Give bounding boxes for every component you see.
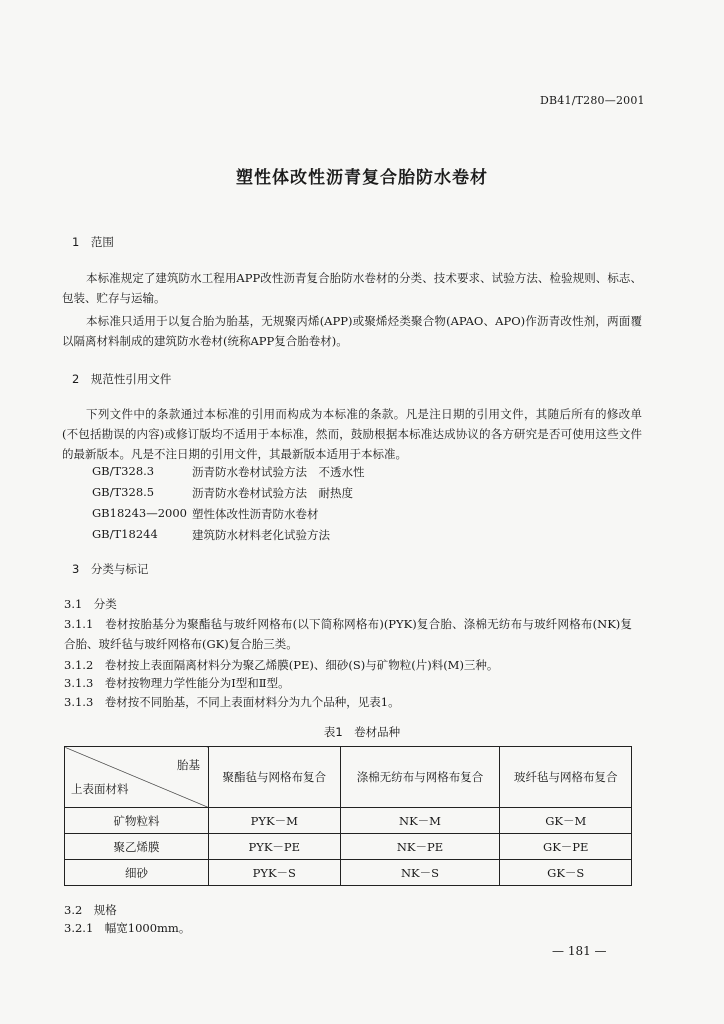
ref-code: GB/T18244 — [92, 527, 158, 541]
section-1-paragraph-2: 本标准只适用于以复合胎为胎基，无规聚丙烯(APP)或聚烯烃类聚合物(APAO、APO)作沥青改性剂，两面覆以隔离材料制成的建筑防水卷材(统称APP复合胎卷材)。 — [62, 314, 642, 348]
clause-3-1-3a: 3.1.3 卷材按物理力学性能分为Ⅰ型和Ⅱ型。 — [64, 676, 290, 690]
corner-label-base: 胎基 — [177, 758, 200, 772]
column-header: 涤棉无纺布与网格布复合 — [340, 747, 500, 808]
section-2-paragraph: 下列文件中的条款通过本标准的引用而构成为本标准的条款。凡是注日期的引用文件，其随后所有的修改单(不包括勘误的内容)或修订版均不适用于本标准，然而，鼓励根据本标准达成协议的各方研究是否可使用这些文件的最新版本。凡是不注日期的引用文件，其最新版本适用于本标准。 — [62, 407, 642, 461]
product-variety-table — [64, 746, 632, 886]
page-title: 塑性体改性沥青复合胎防水卷材 — [236, 168, 488, 188]
row-label: 细砂 — [65, 860, 209, 886]
section-3-heading: 3 分类与标记 — [72, 562, 149, 576]
ref-title: 沥青防水卷材试验方法 耐热度 — [192, 486, 353, 500]
clause-3-1-2: 3.1.2 卷材按上表面隔离材料分为聚乙烯膜(PE)、细砂(S)与矿物粒(片)料(M)三种。 — [64, 658, 499, 672]
table-cell: GK－S — [500, 860, 632, 886]
table-cell: PYK－S — [209, 860, 341, 886]
section-1-paragraph-1: 本标准规定了建筑防水工程用APP改性沥青复合胎防水卷材的分类、技术要求、试验方法、检验规则、标志、包装、贮存与运输。 — [62, 271, 642, 305]
section-1-heading: 1 范围 — [72, 235, 114, 249]
ref-title: 建筑防水材料老化试验方法 — [192, 528, 330, 542]
table-cell: GK－M — [500, 808, 632, 834]
clause-3-1-1: 3.1.1 卷材按胎基分为聚酯毡与玻纤网格布(以下简称网格布)(PYK)复合胎、涤棉无纺布与玻纤网格布(NK)复合胎、玻纤毡与玻纤网格布(GK)复合胎三类。 — [64, 617, 632, 651]
table-cell: PYK－M — [209, 808, 341, 834]
column-header: 玻纤毡与网格布复合 — [500, 747, 632, 808]
table-cell: NK－M — [340, 808, 500, 834]
clause-3-2: 3.2 规格 — [64, 903, 117, 917]
table-cell: NK－PE — [340, 834, 500, 860]
ref-code: GB/T328.3 — [92, 464, 155, 478]
table-caption: 表1 卷材品种 — [323, 725, 401, 739]
document-code: DB41/T280—2001 — [540, 94, 645, 107]
ref-code: GB18243—2000 — [92, 506, 187, 520]
clause-3-2-1: 3.2.1 幅宽1000mm。 — [64, 921, 191, 935]
table-header-row — [65, 747, 632, 808]
table-cell: NK－S — [340, 860, 500, 886]
table-row — [65, 860, 632, 886]
ref-title: 塑性体改性沥青防水卷材 — [192, 507, 319, 521]
clause-3-1-3b: 3.1.3 卷材按不同胎基，不同上表面材料分为九个品种，见表1。 — [64, 695, 400, 709]
page-number: — 181 — — [552, 944, 607, 958]
table-corner-cell — [65, 747, 209, 808]
table-cell: PYK－PE — [209, 834, 341, 860]
column-header: 聚酯毡与网格布复合 — [209, 747, 341, 808]
row-label: 矿物粒料 — [65, 808, 209, 834]
table-row — [65, 808, 632, 834]
clause-3-1: 3.1 分类 — [64, 597, 117, 611]
corner-label-surface: 上表面材料 — [71, 782, 129, 796]
ref-code: GB/T328.5 — [92, 485, 155, 499]
table-cell: GK－PE — [500, 834, 632, 860]
row-label: 聚乙烯膜 — [65, 834, 209, 860]
ref-title: 沥青防水卷材试验方法 不透水性 — [192, 465, 365, 479]
table-row — [65, 834, 632, 860]
section-2-heading: 2 规范性引用文件 — [72, 372, 172, 386]
